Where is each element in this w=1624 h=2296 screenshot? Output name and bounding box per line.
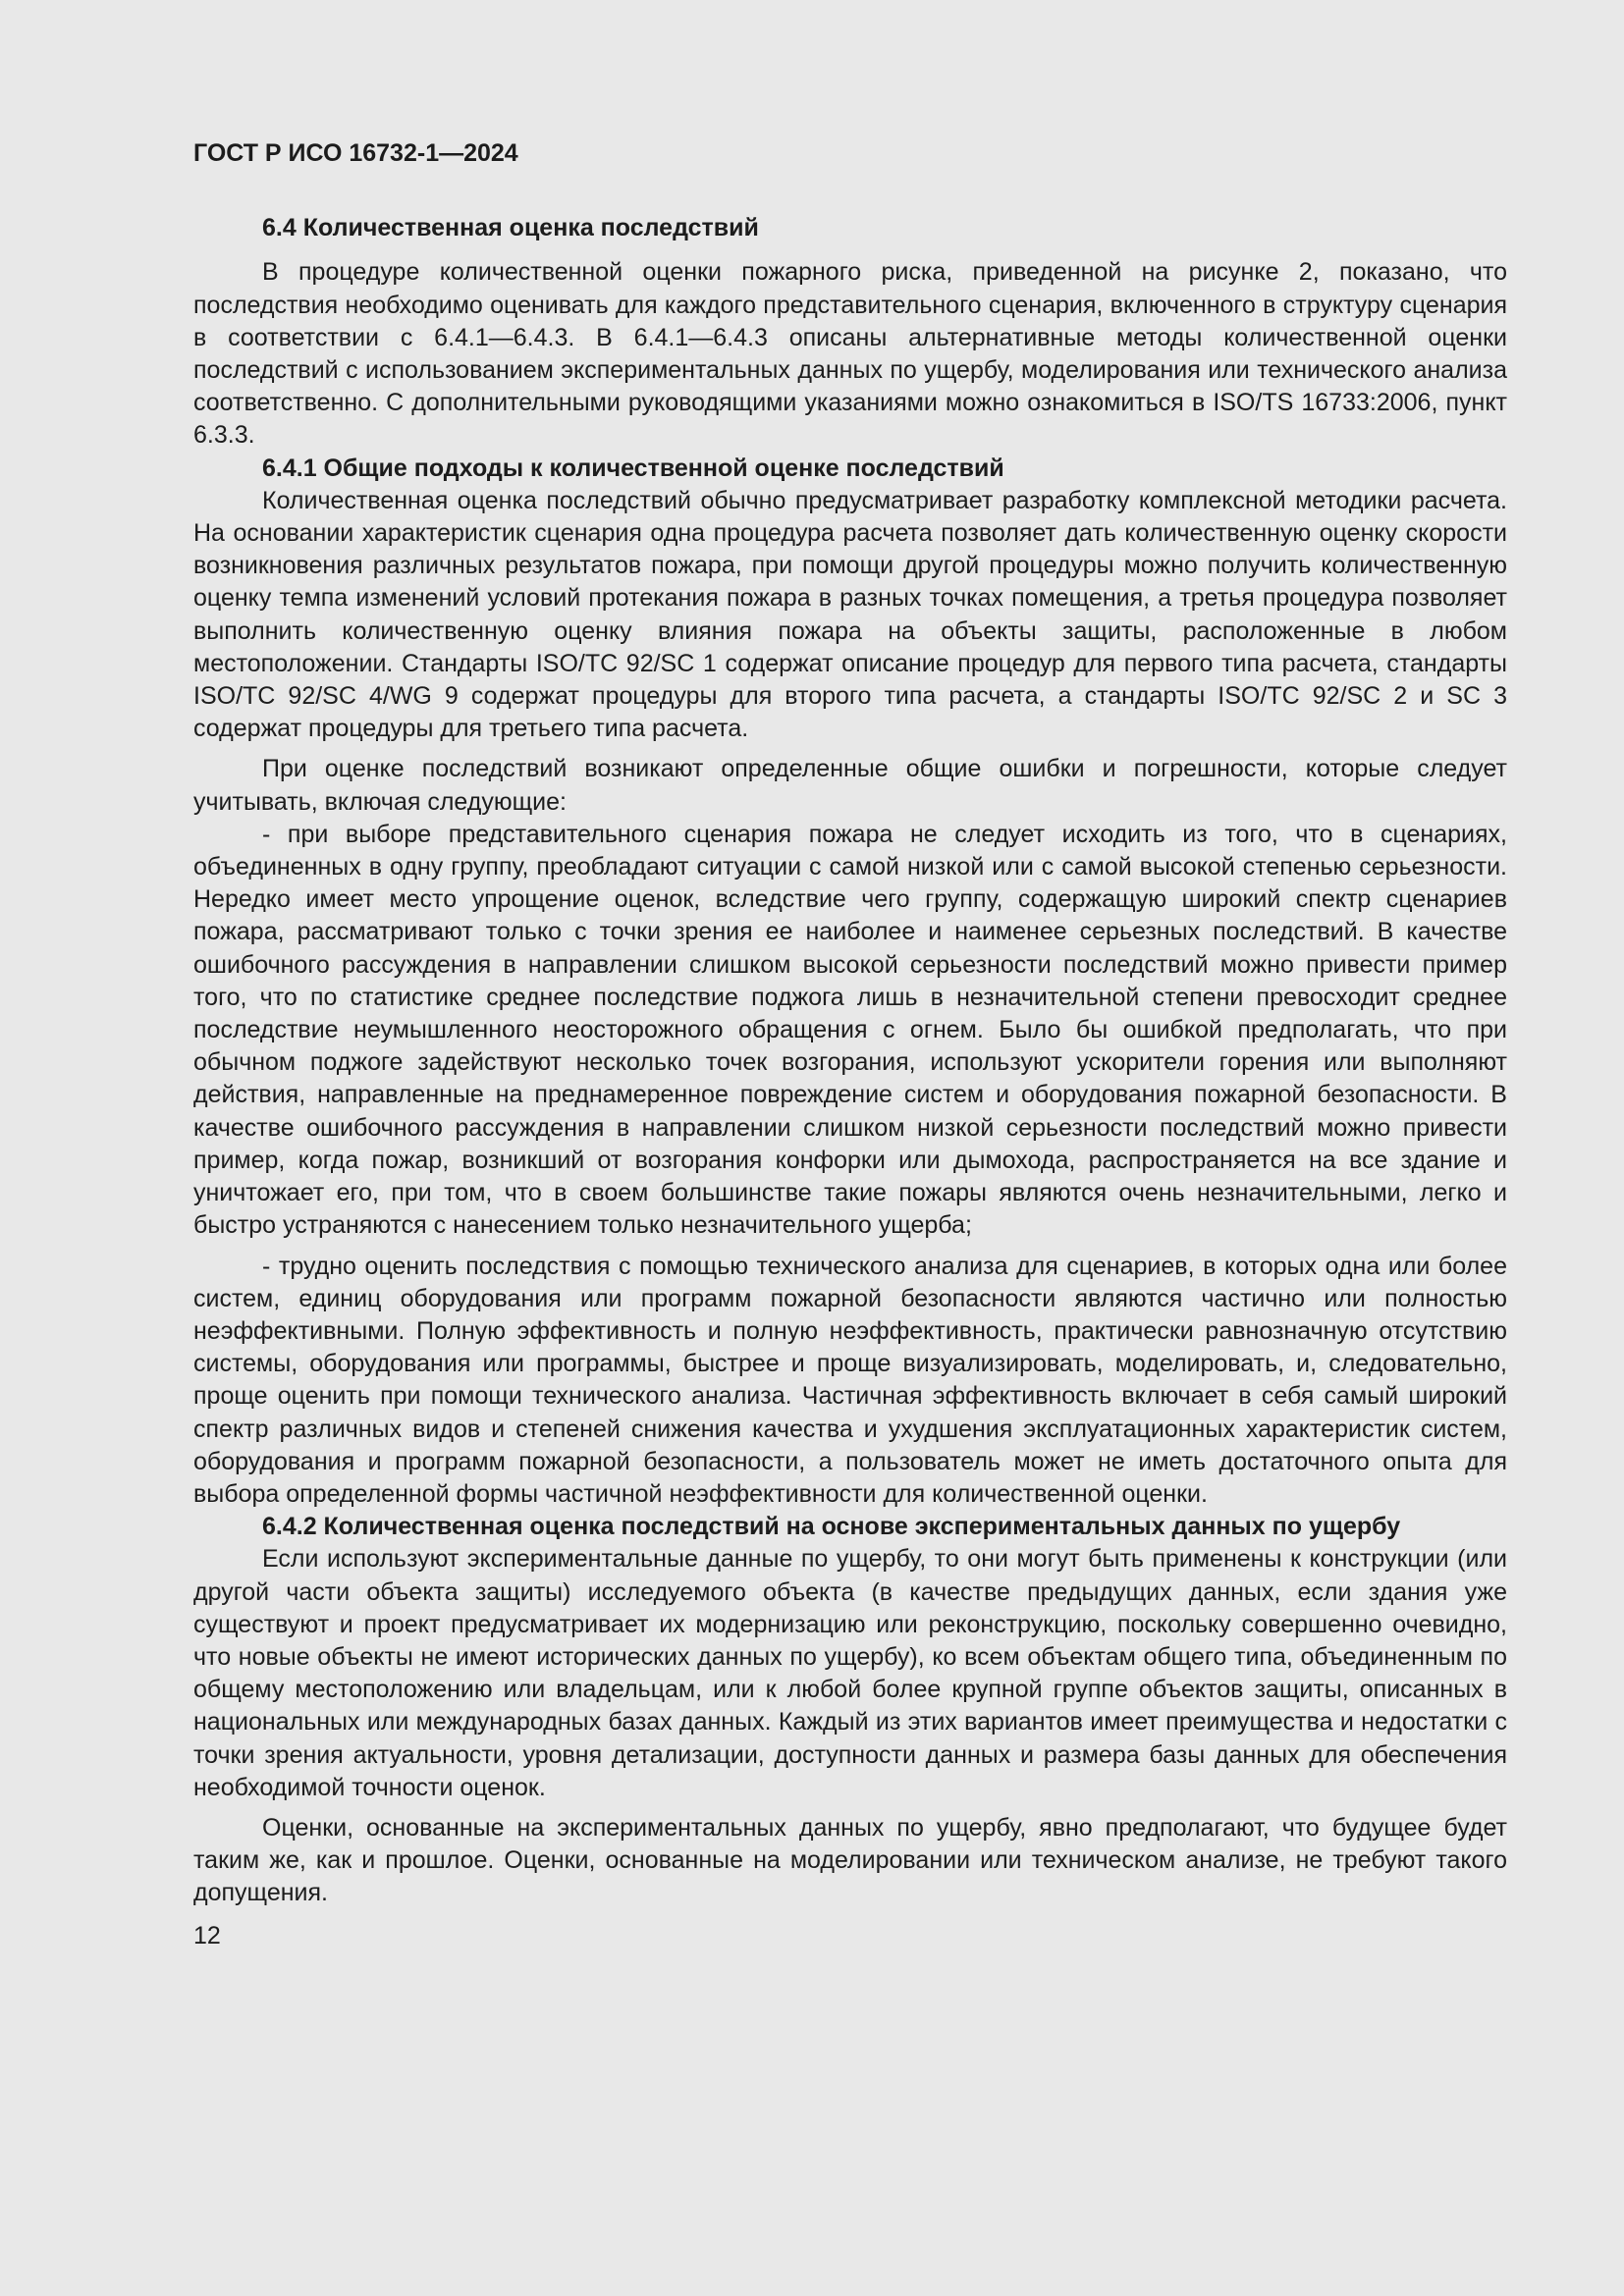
section-6-4-1-list-item-1: - при выборе представительного сценария пожара не следует исходить из того, что в сценариях, объединенных в одну группу, преобладают ситуации с самой низкой или с самой высокой степенью серьезности. Нередко имеет место упрощение оценок, вследствие чего группу, содержащую широкий спектр сценариев пожара, рассматривают только с точки зрения ее наиболее и наименее серьезных последствий. В качестве ошибочного рассуждения в направлении слишком высокой серьезности последствий можно привести пример того, что по статистике среднее последствие поджога лишь в незначительной степени превосходит среднее последствие неумышленного неосторожного обращения с огнем. Было бы ошибкой предполагать, что при обычном поджоге задействуют несколько точек возгорания, используют ускорители горения или выполняют действия, направленные на преднамеренное повреждение систем и оборудования пожарной безопасности. В качестве ошибочного рассуждения в направлении слишком низкой серьезности последствий можно привести пример, когда пожар, возникший от возгорания конфорки или дымохода, распространяется на все здание и уничтожает его, при том, что в своем большинстве такие пожары являются очень незначительными, легко и быстро устраняются с нанесением только незначительного ущерба; xyxy=(193,820,1507,1240)
section-6-4-2-paragraph-2: Оценки, основанные на экспериментальных данных по ущербу, явно предполагают, что будущее будет таким же, как и прошлое. Оценки, основанные на моделировании или техническом анализе, не требуют такого допущения. xyxy=(193,1813,1507,1907)
section-6-4-2-paragraph-1: Если используют экспериментальные данные по ущербу, то они могут быть применены к конструкции (или другой части объекта защиты) исследуемого объекта (в качестве предыдущих данных, если здания уже существуют и проект предусматривает их модернизацию или реконструкцию, поскольку совершенно очевидно, что новые объекты не имеют исторических данных по ущербу), ко всем объектам общего типа, объединенным по общему местоположению или владельцам, или к любой более крупной группе объектов защиты, описанных в национальных или международных базах данных. Каждый из этих вариантов имеет преимущества и недостатки с точки зрения актуальности, уровня детализации, доступности данных и размера базы данных для обеспечения необходимой точности оценок. xyxy=(193,1545,1507,1801)
section-6-4-1-list-item-2: - трудно оценить последствия с помощью технического анализа для сценариев, в которых одна или более систем, единиц оборудования или программ пожарной безопасности являются частично или полностью неэффективными. Полную эффективность и полную неэффективность, практически равнозначную отсутствию системы, оборудования или программы, быстрее и проще визуализировать, моделировать, и, следовательно, проще оценить при помощи технического анализа. Частичная эффективность включает в себя самый широкий спектр различных видов и степеней снижения качества и ухудшения эксплуатационных характеристик систем, оборудования и программ пожарной безопасности, а пользователь может не иметь достаточного опыта для выбора определенной формы частичной неэффективности для количественной оценки. xyxy=(193,1252,1507,1508)
document-page xyxy=(193,137,1507,1952)
document-code: ГОСТ Р ИСО 16732-1—2024 xyxy=(193,139,518,167)
section-6-4-heading: 6.4 Количественная оценка последствий xyxy=(262,214,759,242)
section-6-4-1-paragraph-2: При оценке последствий возникают определенные общие ошибки и погрешности, которые следует учитывать, включая следующие: xyxy=(193,755,1507,816)
section-6-4-2-heading: 6.4.2 Количественная оценка последствий на основе экспериментальных данных по ущербу xyxy=(262,1513,1401,1541)
section-6-4-1-paragraph-1: Количественная оценка последствий обычно предусматривает разработку комплексной методики расчета. На основании характеристик сценария одна процедура расчета позволяет дать количественную оценку скорости возникновения различных результатов пожара, при помощи другой процедуры можно получить количественную оценку темпа изменений условий протекания пожара в разных точках помещения, а третья процедура позволяет выполнить количественную оценку влияния пожара на объекты защиты, расположенные в любом местоположении. Стандарты ISO/TC 92/SC 1 содержат описание процедур для первого типа расчета, стандарты ISO/TC 92/SC 4/WG 9 содержат процедуры для второго типа расчета, а стандарты ISO/TC 92/SC 2 и SC 3 содержат процедуры для третьего типа расчета. xyxy=(193,486,1507,743)
page-number: 12 xyxy=(193,1921,221,1949)
section-6-4-paragraph: В процедуре количественной оценки пожарного риска, приведенной на рисунке 2, показано, что последствия необходимо оценивать для каждого представительного сценария, включенного в структуру сценария в соответствии с 6.4.1—6.4.3. В 6.4.1—6.4.3 описаны альтернативные методы количественной оценки последствий с использованием экспериментальных данных по ущербу, моделирования или технического анализа соответственно. С дополнительными руководящими указаниями можно ознакомиться в ISO/TS 16733:2006, пункт 6.3.3. xyxy=(193,258,1507,450)
section-6-4-1-heading: 6.4.1 Общие подходы к количественной оценке последствий xyxy=(262,454,1004,482)
